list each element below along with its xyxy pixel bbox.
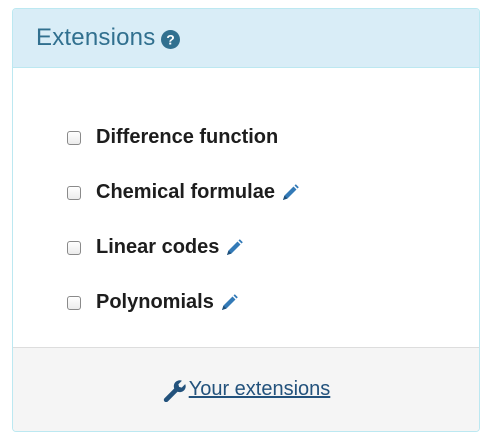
extension-label[interactable]: Chemical formulae — [96, 181, 275, 203]
checkbox-linear-codes[interactable] — [67, 241, 81, 255]
pencil-icon[interactable] — [224, 238, 244, 258]
checkbox-difference-function[interactable] — [67, 131, 81, 145]
question-circle-icon[interactable] — [161, 30, 180, 49]
panel-footer — [13, 347, 479, 431]
your-extensions-link-text[interactable]: Your extensions — [188, 378, 331, 400]
wrench-icon — [162, 378, 186, 402]
svg-text:?: ? — [166, 31, 176, 47]
extension-row-linear-codes — [67, 220, 479, 275]
extension-row-difference-function — [67, 110, 479, 165]
pencil-icon[interactable] — [280, 183, 300, 203]
checkbox-chemical-formulae[interactable] — [67, 186, 81, 200]
extension-label[interactable]: Linear codes — [96, 236, 220, 258]
extension-label[interactable]: Polynomials — [96, 291, 214, 313]
pencil-icon[interactable] — [219, 293, 239, 313]
panel-heading — [13, 9, 479, 68]
panel-title: Extensions — [36, 24, 156, 51]
extensions-panel — [12, 8, 480, 432]
panel-body — [13, 68, 479, 348]
checkbox-polynomials[interactable] — [67, 296, 81, 310]
extension-label[interactable]: Difference function — [96, 126, 279, 148]
extension-row-polynomials — [67, 275, 479, 330]
your-extensions-link[interactable] — [162, 378, 331, 402]
extension-row-chemical-formulae — [67, 165, 479, 220]
